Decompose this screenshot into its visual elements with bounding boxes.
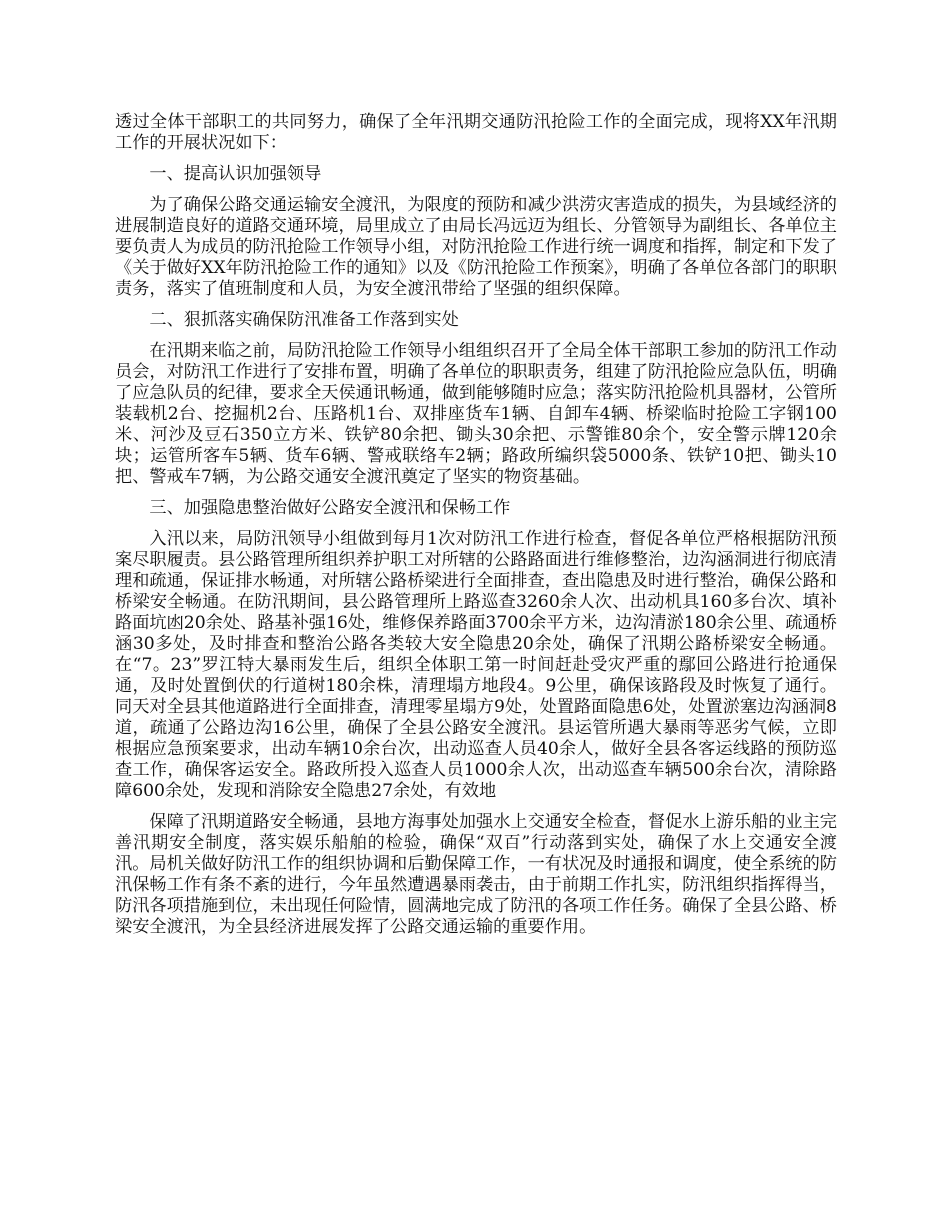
section-2-paragraph: 在汛期来临之前，局防汛抢险工作领导小组组织召开了全局全体干部职工参加的防汛工作动员会，对防汛工作进行了安排布置，明确了各单位的职职责务，组建了防汛抢险应急队伍，明确了应急队员的纪律，要求全天侯通讯畅通，做到能够随时应急；落实防汛抢险机具器材，公管所装载机2台、挖掘机2台、压路机1台、双排座货车1辆、自卸车4辆、桥梁临时抢险工字钢100米、河沙及豆石350立方米、铁铲80余把、锄头30余把、示警锥80余个，安全警示牌120余块；运管所客车5辆、货车6辆、警戒联络车2辆；路政所编织袋5000条、铁铲10把、锄头10把、警戒车7辆，为公路交通安全渡汛奠定了坚实的物资基础。 bbox=[115, 341, 837, 487]
section-3-paragraph: 入汛以来，局防汛领导小组做到每月1次对防汛工作进行检查，督促各单位严格根据防汛预案尽职履责。县公路管理所组织养护职工对所辖的公路路面进行维修整治，边沟涵洞进行彻底清理和疏通，保证排水畅通，对所辖公路桥梁进行全面排查，查出隐患及时进行整治，确保公路和桥梁安全畅通。在防汛期间，县公路管理所上路巡查3260余人次、出动机具160多台次、填补路面坑凼20余处、路基补强16处，维修保养路面3700余平方米，边沟清淤180余公里、疏通桥涵30多处，及时排查和整治公路各类较大安全隐患20余处，确保了汛期公路桥梁安全畅通。在“7。23”罗江特大暴雨发生后，组织全体职工第一时间赶赴受灾严重的鄢回公路进行抢通保通，及时处置倒伏的行道树180余株，清理塌方地段4。9公里，确保该路段及时恢复了通行。同天对全县其他道路进行全面排查，清理零星塌方9处，处置路面隐患6处，处置淤塞边沟涵洞8道，疏通了公路边沟16公里，确保了全县公路安全渡汛。县运管所遇大暴雨等恶劣气候，立即根据应急预案要求，出动车辆10余台次，出动巡查人员40余人，做好全县各客运线路的预防巡查工作，确保客运安全。路政所投入巡查人员1000余人次，出动巡查车辆500余台次，清除路障600余处，发现和消除安全隐患27余处，有效地 bbox=[115, 529, 837, 801]
section-3-heading: 三、加强隐患整治做好公路安全渡汛和保畅工作 bbox=[149, 498, 511, 518]
section-2-heading: 二、狠抓落实确保防汛准备工作落到实处 bbox=[149, 310, 459, 330]
closing-paragraph: 保障了汛期道路安全畅通，县地方海事处加强水上交通安全检查，督促水上游乐船的业主完善汛期安全制度，落实娱乐船舶的检验，确保“双百”行动落到实处，确保了水上交通安全渡汛。局机关做好防汛工作的组织协调和后勤保障工作，一有状况及时通报和调度，使全系统的防汛保畅工作有条不紊的进行，今年虽然遭遇暴雨袭击，由于前期工作扎实，防汛组织指挥得当，防汛各项措施到位，未出现任何险情，圆满地完成了防汛的各项工作任务。确保了全县公路、桥梁安全渡汛，为全县经济进展发挥了公路交通运输的重要作用。 bbox=[115, 812, 837, 937]
intro-paragraph: 透过全体干部职工的共同努力，确保了全年汛期交通防汛抢险工作的全面完成，现将XX年汛期工作的开展状况如下： bbox=[115, 112, 837, 153]
document-page bbox=[115, 112, 837, 948]
section-1-heading: 一、提高认识加强领导 bbox=[149, 164, 322, 184]
section-1-paragraph: 为了确保公路交通运输安全渡汛，为限度的预防和减少洪涝灾害造成的损失，为县域经济的进展制造良好的道路交通环境，局里成立了由局长冯远迈为组长、分管领导为副组长、各单位主要负责人为成员的防汛抢险工作领导小组，对防汛抢险工作进行统一调度和指挥，制定和下发了《关于做好XX年防汛抢险工作的通知》以及《防汛抢险工作预案》，明确了各单位各部门的职职责务，落实了值班制度和人员，为安全渡汛带给了坚强的组织保障。 bbox=[115, 195, 837, 299]
